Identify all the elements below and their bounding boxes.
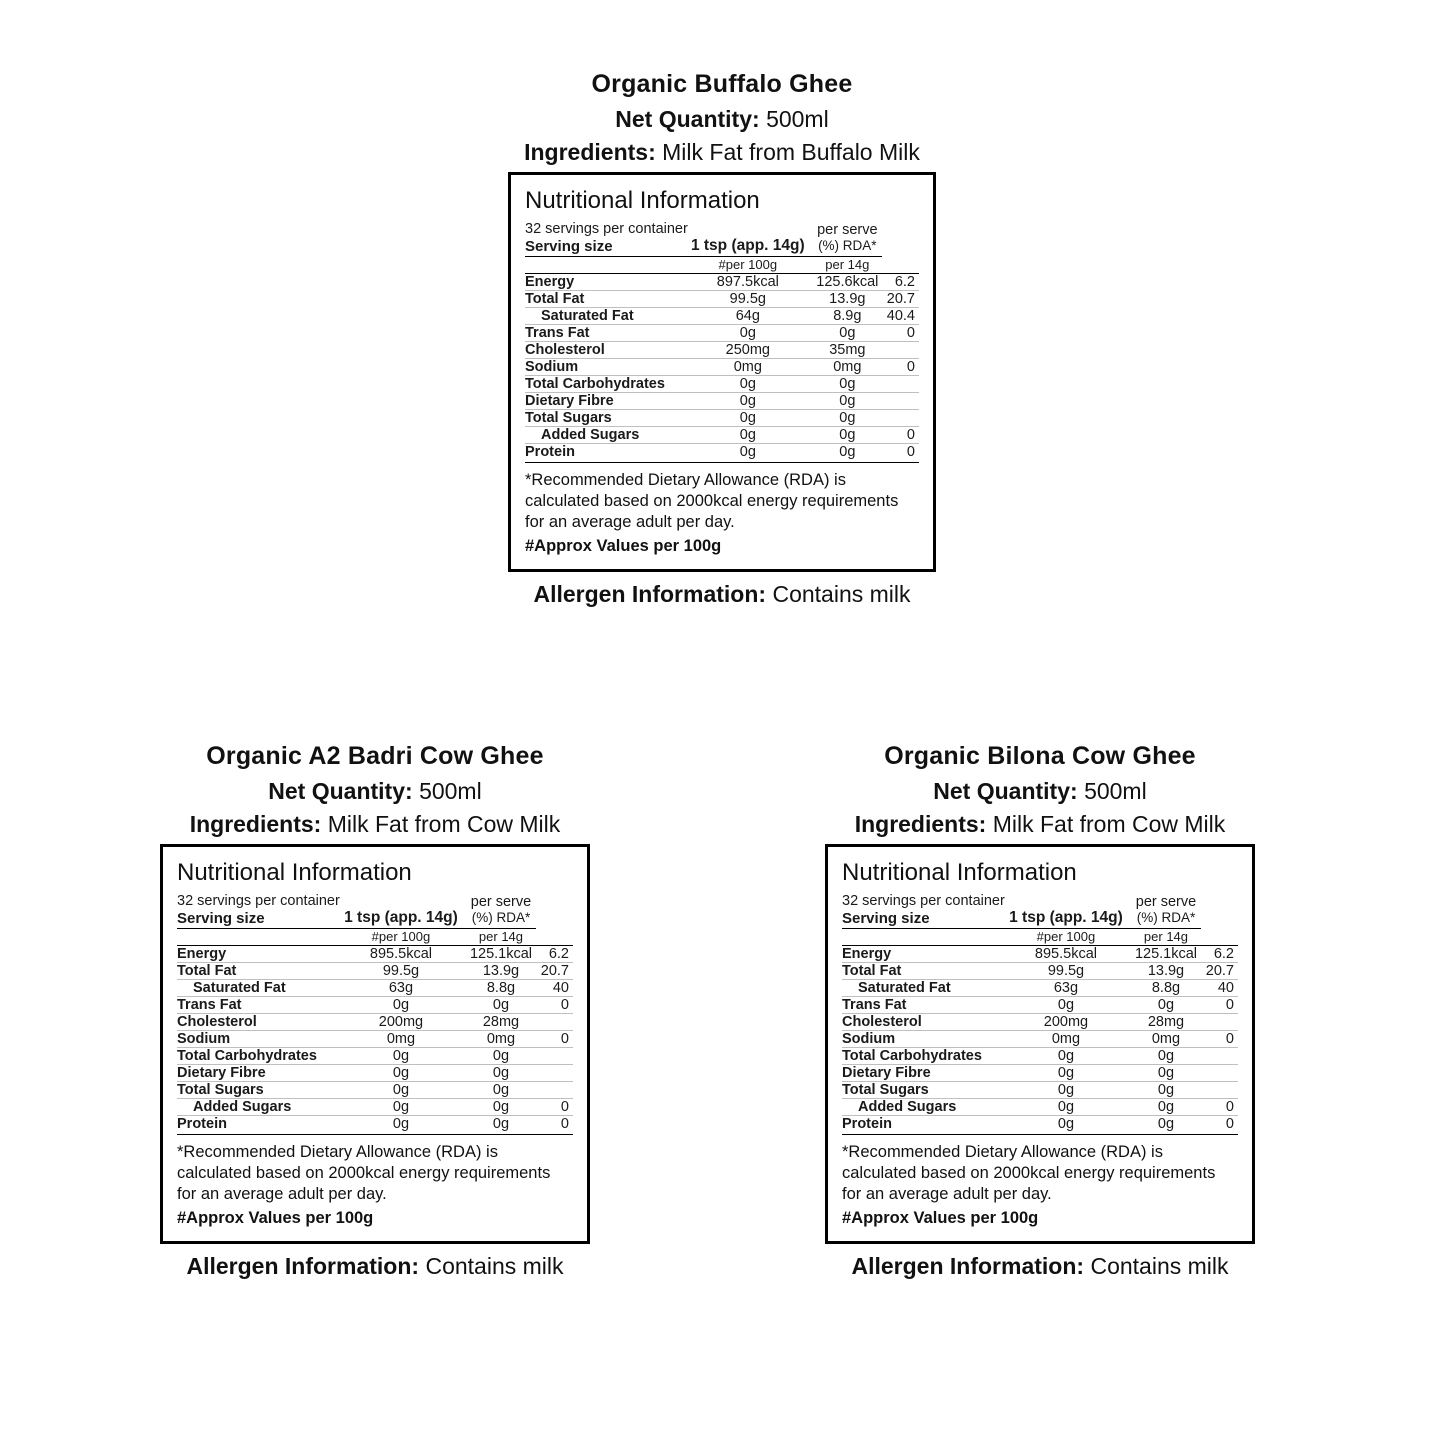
nutrient-name: Cholesterol (842, 1014, 1001, 1031)
col-header-per-14g: per 14g (478, 929, 524, 944)
value-per-100g: 99.5g (683, 291, 812, 308)
nutrient-name: Total Fat (525, 291, 683, 308)
allergen-label: Allergen Information: (533, 581, 767, 608)
value-per-14g: 0g (466, 1065, 537, 1082)
value-per-14g: 8.9g (812, 308, 882, 325)
nutrition-heading: Nutritional Information (177, 859, 412, 886)
value-per-14g: 0g (466, 1048, 537, 1065)
value-rda-percent: 0 (882, 427, 919, 444)
allergen-line (30, 1253, 720, 1280)
value-per-100g: 0g (336, 1048, 465, 1065)
serving-size-value: 1 tsp (app. 14g) (1009, 909, 1123, 926)
value-per-100g: 0mg (1001, 1031, 1130, 1048)
nutrient-name: Added Sugars (177, 1099, 336, 1116)
table-row (842, 1048, 1238, 1065)
value-rda-percent: 0 (536, 1116, 573, 1133)
value-rda-percent: 0 (1201, 1116, 1238, 1133)
value-per-100g: 63g (1001, 980, 1130, 997)
nutrient-name: Energy (177, 946, 336, 963)
value-rda-percent: 0 (536, 1031, 573, 1048)
value-per-14g: 0mg (466, 1031, 537, 1048)
ingredients-label: Ingredients: (524, 139, 656, 165)
per-serve-header (466, 893, 537, 927)
value-per-100g: 0g (336, 1082, 465, 1099)
value-per-14g: 0mg (1131, 1031, 1202, 1048)
value-per-100g: 895.5kcal (336, 946, 465, 963)
page-title: Organic Buffalo Ghee (591, 70, 853, 98)
table-row (177, 1048, 573, 1065)
rda-footnote-text: *Recommended Dietary Allowance (RDA) is calculated based on 2000kcal energy requirements for an average adult per day. (525, 471, 899, 532)
value-per-14g: 0g (1131, 1065, 1202, 1082)
page-title: Organic A2 Badri Cow Ghee (206, 742, 544, 770)
nutrient-name: Trans Fat (525, 325, 683, 342)
value-per-14g: 0g (466, 997, 537, 1014)
table-row (842, 1099, 1238, 1116)
value-per-14g: 13.9g (466, 963, 537, 980)
value-per-14g: 125.1kcal (466, 946, 537, 963)
net-quantity-value: 500ml (1084, 778, 1147, 804)
nutrient-name: Protein (177, 1116, 336, 1133)
nutrient-name: Total Carbohydrates (525, 376, 683, 393)
nutrient-name: Cholesterol (177, 1014, 336, 1031)
value-per-100g: 0g (1001, 1048, 1130, 1065)
table-row (842, 1014, 1238, 1031)
value-per-100g: 63g (336, 980, 465, 997)
value-rda-percent: 20.7 (882, 291, 919, 308)
table-row (842, 946, 1238, 963)
value-per-14g: 0g (1131, 1048, 1202, 1065)
value-rda-percent: 0 (882, 444, 919, 461)
table-row (177, 946, 573, 963)
value-per-100g: 0g (336, 1099, 465, 1116)
value-per-100g: 897.5kcal (683, 274, 812, 291)
column-header-row (177, 929, 573, 945)
value-rda-percent (536, 1014, 573, 1031)
allergen-label: Allergen Information: (851, 1253, 1085, 1280)
value-per-14g: 35mg (812, 342, 882, 359)
value-per-100g: 200mg (336, 1014, 465, 1031)
allergen-line (690, 1253, 1390, 1280)
net-quantity-line (30, 778, 720, 805)
col-header-per-100g: #per 100g (371, 929, 431, 944)
ingredients-value: Milk Fat from Cow Milk (327, 811, 561, 837)
value-rda-percent: 0 (536, 1099, 573, 1116)
ingredients-line (362, 139, 1082, 166)
table-row (525, 444, 919, 461)
product-panel-bilona (690, 742, 1390, 1280)
allergen-value: Contains milk (772, 581, 911, 608)
net-quantity-label: Net Quantity: (615, 106, 760, 132)
ingredients-line (690, 811, 1390, 838)
nutrient-name: Total Carbohydrates (842, 1048, 1001, 1065)
nutrition-facts-box (825, 844, 1255, 1244)
table-row (842, 1082, 1238, 1099)
value-per-100g: 0g (683, 393, 812, 410)
value-rda-percent: 6.2 (1201, 946, 1238, 963)
nutrient-name: Total Sugars (177, 1082, 336, 1099)
value-per-14g: 125.1kcal (1131, 946, 1202, 963)
rda-label: (%) RDA* (1136, 910, 1196, 926)
table-row (525, 308, 919, 325)
value-per-14g: 28mg (466, 1014, 537, 1031)
nutrient-name: Dietary Fibre (842, 1065, 1001, 1082)
nutrient-name: Added Sugars (842, 1099, 1001, 1116)
col-header-per-100g: #per 100g (718, 257, 778, 272)
value-per-100g: 0g (683, 376, 812, 393)
per-serve-label: per serve (1135, 893, 1197, 910)
nutrient-name: Total Sugars (842, 1082, 1001, 1099)
value-per-100g: 0g (336, 1065, 465, 1082)
table-row (525, 291, 919, 308)
nutrient-name: Cholesterol (525, 342, 683, 359)
table-row (525, 274, 919, 291)
nutrient-name: Sodium (525, 359, 683, 376)
nutrition-facts-box (508, 172, 936, 572)
net-quantity-line (362, 106, 1082, 133)
net-quantity-value: 500ml (419, 778, 482, 804)
value-rda-percent: 40 (1201, 980, 1238, 997)
value-per-100g: 0g (1001, 997, 1130, 1014)
nutrition-table (525, 221, 919, 460)
nutrient-name: Trans Fat (842, 997, 1001, 1014)
value-per-14g: 0g (812, 376, 882, 393)
value-per-14g: 125.6kcal (812, 274, 882, 291)
nutrient-name: Saturated Fat (177, 980, 336, 997)
per-serve-header (812, 221, 882, 255)
value-per-14g: 0g (812, 325, 882, 342)
nutrient-name: Dietary Fibre (177, 1065, 336, 1082)
servings-per-container: 32 servings per container (525, 221, 688, 237)
value-per-100g: 99.5g (1001, 963, 1130, 980)
serving-size-label: Serving size (177, 910, 265, 927)
ingredients-label: Ingredients: (189, 811, 322, 837)
nutrient-rows (842, 946, 1238, 1133)
nutrient-name: Added Sugars (525, 427, 683, 444)
value-rda-percent: 6.2 (536, 946, 573, 963)
value-per-100g: 0mg (683, 359, 812, 376)
value-per-100g: 64g (683, 308, 812, 325)
table-row (525, 410, 919, 427)
approx-values-note: #Approx Values per 100g (525, 537, 722, 556)
table-row (177, 1082, 573, 1099)
table-row (525, 376, 919, 393)
value-rda-percent (1201, 1014, 1238, 1031)
approx-values-note: #Approx Values per 100g (177, 1209, 374, 1228)
nutrition-facts-box (160, 844, 590, 1244)
page-title: Organic Bilona Cow Ghee (884, 742, 1196, 770)
table-row (177, 1116, 573, 1133)
value-per-14g: 0g (812, 393, 882, 410)
ingredients-label: Ingredients: (854, 811, 987, 837)
nutrient-rows (177, 946, 573, 1133)
nutrition-table (177, 893, 573, 1132)
value-per-14g: 8.8g (1131, 980, 1202, 997)
rda-footnote-text: *Recommended Dietary Allowance (RDA) is calculated based on 2000kcal energy requirements for an average adult per day. (177, 1143, 551, 1204)
value-rda-percent (536, 1065, 573, 1082)
value-per-14g: 0g (1131, 1082, 1202, 1099)
table-row (177, 1099, 573, 1116)
servings-per-container: 32 servings per container (177, 893, 340, 909)
nutrition-table (842, 893, 1238, 1132)
nutrient-name: Energy (842, 946, 1001, 963)
per-serve-label: per serve (817, 221, 878, 238)
allergen-label: Allergen Information: (186, 1253, 420, 1280)
value-rda-percent: 40.4 (882, 308, 919, 325)
nutrient-name: Dietary Fibre (525, 393, 683, 410)
value-rda-percent: 0 (882, 359, 919, 376)
table-row (842, 980, 1238, 997)
value-rda-percent (882, 342, 919, 359)
value-per-100g: 0g (1001, 1082, 1130, 1099)
net-quantity-label: Net Quantity: (268, 778, 413, 804)
servings-per-container: 32 servings per container (842, 893, 1005, 909)
col-header-per-14g: per 14g (825, 257, 870, 272)
nutrient-name: Protein (842, 1116, 1001, 1133)
servings-row (177, 893, 573, 909)
value-per-100g: 99.5g (336, 963, 465, 980)
table-row (177, 997, 573, 1014)
value-rda-percent: 0 (1201, 1031, 1238, 1048)
allergen-line (362, 581, 1082, 608)
value-per-14g: 0g (466, 1099, 537, 1116)
col-header-per-100g: #per 100g (1036, 929, 1096, 944)
value-per-100g: 0g (1001, 1065, 1130, 1082)
nutrient-name: Total Sugars (525, 410, 683, 427)
value-per-100g: 0g (1001, 1099, 1130, 1116)
value-rda-percent: 20.7 (536, 963, 573, 980)
nutrition-heading: Nutritional Information (842, 859, 1077, 886)
nutrient-name: Total Fat (177, 963, 336, 980)
value-per-100g: 0g (1001, 1116, 1130, 1133)
nutrient-name: Saturated Fat (525, 308, 683, 325)
table-row (842, 1065, 1238, 1082)
value-per-14g: 8.8g (466, 980, 537, 997)
rda-footnote-text: *Recommended Dietary Allowance (RDA) is calculated based on 2000kcal energy requirements for an average adult per day. (842, 1143, 1216, 1204)
value-per-100g: 895.5kcal (1001, 946, 1130, 963)
value-per-100g: 0g (336, 1116, 465, 1133)
value-rda-percent (1201, 1048, 1238, 1065)
value-rda-percent: 40 (536, 980, 573, 997)
value-rda-percent (1201, 1065, 1238, 1082)
servings-row (525, 221, 919, 237)
serving-size-label: Serving size (842, 910, 930, 927)
value-per-100g: 0g (683, 427, 812, 444)
table-row (842, 1116, 1238, 1133)
allergen-value: Contains milk (425, 1253, 564, 1280)
nutrient-name: Saturated Fat (842, 980, 1001, 997)
ingredients-value: Milk Fat from Buffalo Milk (662, 139, 920, 165)
table-row (525, 359, 919, 376)
nutrient-name: Sodium (177, 1031, 336, 1048)
per-serve-label: per serve (470, 893, 532, 910)
nutrient-name: Sodium (842, 1031, 1001, 1048)
value-per-100g: 0g (683, 410, 812, 427)
value-per-100g: 0mg (336, 1031, 465, 1048)
value-rda-percent: 0 (1201, 1099, 1238, 1116)
value-per-14g: 28mg (1131, 1014, 1202, 1031)
product-panel-a2-badri (30, 742, 720, 1280)
value-per-14g: 0g (466, 1116, 537, 1133)
serving-size-value: 1 tsp (app. 14g) (344, 909, 458, 926)
net-quantity-value: 500ml (766, 106, 829, 132)
table-row (842, 997, 1238, 1014)
value-per-14g: 13.9g (1131, 963, 1202, 980)
value-rda-percent (882, 376, 919, 393)
rda-label: (%) RDA* (471, 910, 531, 926)
value-rda-percent: 0 (882, 325, 919, 342)
servings-row (842, 893, 1238, 909)
rda-footnote (177, 1134, 573, 1229)
value-rda-percent: 20.7 (1201, 963, 1238, 980)
ingredients-value: Milk Fat from Cow Milk (992, 811, 1226, 837)
value-rda-percent: 0 (1201, 997, 1238, 1014)
nutrition-heading: Nutritional Information (525, 187, 760, 214)
table-row (525, 393, 919, 410)
nutrient-name: Trans Fat (177, 997, 336, 1014)
product-panel-buffalo (362, 70, 1082, 608)
value-per-14g: 0g (812, 444, 882, 461)
serving-size-label: Serving size (525, 238, 613, 255)
value-per-14g: 0g (812, 410, 882, 427)
rda-footnote (525, 462, 919, 557)
value-per-14g: 0g (466, 1082, 537, 1099)
table-row (177, 963, 573, 980)
nutrient-name: Total Fat (842, 963, 1001, 980)
serving-size-value: 1 tsp (app. 14g) (690, 237, 805, 254)
table-row (842, 1031, 1238, 1048)
value-per-14g: 13.9g (812, 291, 882, 308)
ingredients-line (30, 811, 720, 838)
per-serve-header (1131, 893, 1202, 927)
table-row (525, 427, 919, 444)
net-quantity-line (690, 778, 1390, 805)
value-per-14g: 0g (812, 427, 882, 444)
table-row (525, 342, 919, 359)
column-header-row (842, 929, 1238, 945)
value-per-100g: 0g (336, 997, 465, 1014)
value-per-14g: 0g (1131, 1116, 1202, 1133)
value-rda-percent (882, 393, 919, 410)
value-rda-percent (882, 410, 919, 427)
value-rda-percent (536, 1048, 573, 1065)
nutrient-name: Energy (525, 274, 683, 291)
value-rda-percent: 6.2 (882, 274, 919, 291)
table-row (177, 1014, 573, 1031)
value-rda-percent (1201, 1082, 1238, 1099)
approx-values-note: #Approx Values per 100g (842, 1209, 1039, 1228)
value-per-14g: 0g (1131, 997, 1202, 1014)
column-header-row (525, 257, 919, 273)
allergen-value: Contains milk (1090, 1253, 1229, 1280)
value-per-14g: 0g (1131, 1099, 1202, 1116)
net-quantity-label: Net Quantity: (933, 778, 1078, 804)
nutrient-name: Total Carbohydrates (177, 1048, 336, 1065)
table-row (177, 980, 573, 997)
table-row (177, 1031, 573, 1048)
value-per-100g: 0g (683, 325, 812, 342)
value-per-14g: 0mg (812, 359, 882, 376)
rda-footnote (842, 1134, 1238, 1229)
col-header-per-14g: per 14g (1143, 929, 1189, 944)
value-per-100g: 0g (683, 444, 812, 461)
value-per-100g: 250mg (683, 342, 812, 359)
value-rda-percent (536, 1082, 573, 1099)
table-row (842, 963, 1238, 980)
rda-label: (%) RDA* (818, 238, 877, 254)
value-per-100g: 200mg (1001, 1014, 1130, 1031)
nutrient-name: Protein (525, 444, 683, 461)
value-rda-percent: 0 (536, 997, 573, 1014)
table-row (525, 325, 919, 342)
table-row (177, 1065, 573, 1082)
nutrient-rows (525, 274, 919, 461)
